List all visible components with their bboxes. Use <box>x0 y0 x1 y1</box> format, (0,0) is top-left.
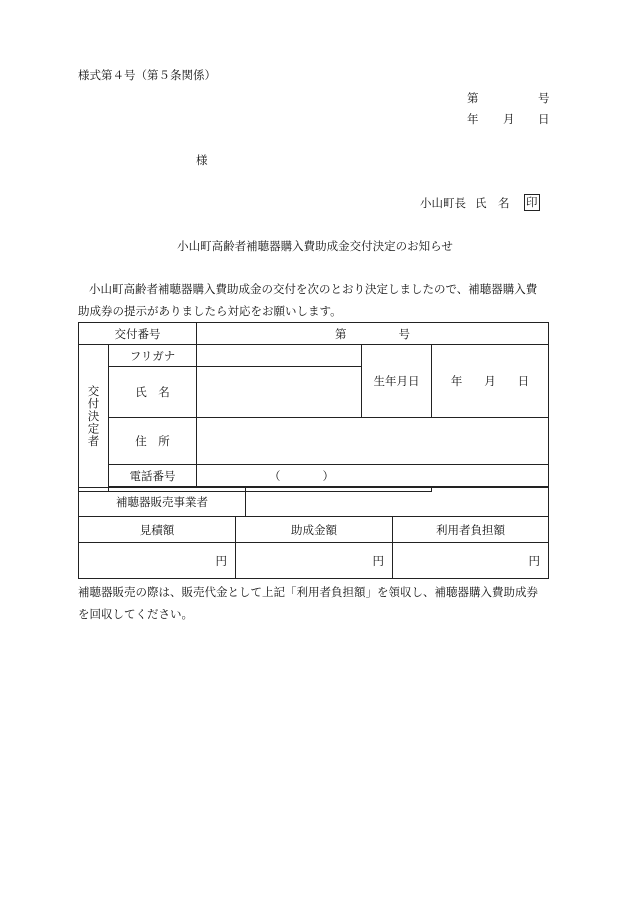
recipient-label: 交付決定者 <box>86 385 101 448</box>
estimate-yen: 円 <box>215 553 227 568</box>
furigana-label: フリガナ <box>109 345 197 367</box>
intro-line-1: 小山町高齢者補聴器購入費助成金の交付を次のとおり決定しましたので、補聴器購入費 <box>89 282 538 296</box>
grant-number-cell <box>197 323 549 345</box>
doc-number-go: 号 <box>538 91 550 105</box>
user-burden-yen: 円 <box>528 553 540 568</box>
doc-number-dai: 第 <box>467 91 479 105</box>
subsidy-label: 助成金額 <box>236 517 393 543</box>
phone-paren-close: ） <box>322 468 334 483</box>
seal-text: 印 <box>526 195 538 209</box>
seal-mark <box>524 194 540 211</box>
phone-label: 電話番号 <box>109 465 197 487</box>
issuer-name-label: 氏 名 <box>475 196 510 210</box>
estimate-amount-field[interactable] <box>79 543 236 579</box>
name-label: 氏 名 <box>109 367 197 418</box>
intro-line-2: 助成券の提示がありましたら対応をお願いします。 <box>78 304 342 318</box>
birth-month: 月 <box>484 374 496 388</box>
name-field[interactable] <box>197 367 362 418</box>
dealer-table <box>78 487 549 517</box>
footer-line-1: 補聴器販売の際は、販売代金として上記「利用者負担額」を領収し、補聴器購入費助成券 <box>78 585 538 599</box>
birth-day: 日 <box>517 374 530 388</box>
document-title: 小山町高齢者補聴器購入費助成金交付決定のお知らせ <box>177 239 453 253</box>
phone-field[interactable] <box>197 465 549 487</box>
address-field[interactable] <box>197 418 549 465</box>
recipient-table <box>78 322 549 492</box>
estimate-label: 見積額 <box>79 517 236 543</box>
birth-year: 年 <box>450 374 463 388</box>
recipient-label-cell <box>79 345 109 492</box>
grant-number-label: 交付番号 <box>79 323 197 345</box>
date-month: 月 <box>503 112 515 126</box>
birthdate-label: 生年月日 <box>362 345 432 418</box>
grant-number-dai: 第 <box>335 326 347 341</box>
date-day: 日 <box>538 112 550 126</box>
issuer-title: 小山町長 <box>420 196 466 210</box>
address-label: 住 所 <box>109 418 197 465</box>
furigana-field[interactable] <box>197 345 362 367</box>
user-burden-amount-field[interactable] <box>393 543 549 579</box>
amounts-table <box>78 516 549 579</box>
dealer-label: 補聴器販売事業者 <box>79 488 246 517</box>
user-burden-label: 利用者負担額 <box>393 517 549 543</box>
subsidy-yen: 円 <box>372 553 384 568</box>
birthdate-field[interactable] <box>432 345 549 418</box>
date-year: 年 <box>467 112 479 126</box>
dealer-field[interactable] <box>246 488 549 517</box>
grant-number-go: 号 <box>398 326 410 341</box>
phone-paren-open: （ <box>269 468 281 483</box>
subsidy-amount-field[interactable] <box>236 543 393 579</box>
footer-line-2: を回収してください。 <box>78 607 193 621</box>
form-number: 様式第４号（第５条関係） <box>78 68 216 82</box>
addressee-sama: 様 <box>196 153 208 167</box>
